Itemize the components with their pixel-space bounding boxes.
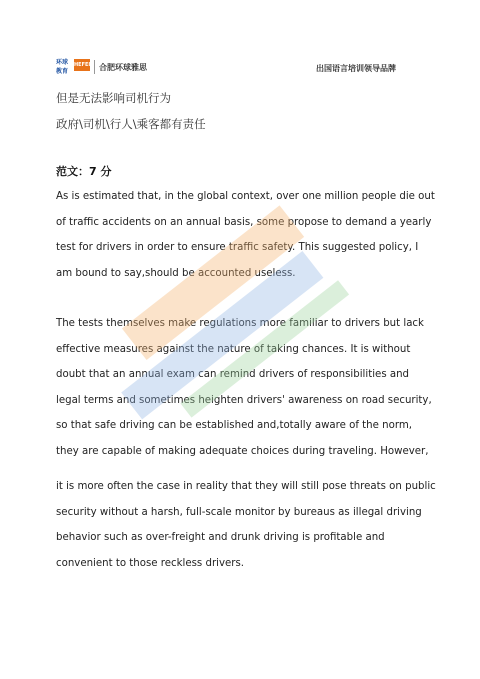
- logo-mark: [56, 58, 90, 76]
- page-header: [56, 58, 436, 78]
- intro-line-1: 但是无法影响司机行为: [56, 91, 171, 105]
- logo-name: 合肥环球雅思: [99, 62, 147, 72]
- section-heading: 范文：7 分: [56, 165, 112, 178]
- logo-divider: [94, 60, 95, 74]
- paragraph-2: The tests themselves make regulations more familiar to drivers but lack effective measures against the nature of taking chances. It is without doubt that an annual exam can remind drivers of responsibilities and legal terms and sometimes heighten drivers' awareness on road security, so that safe driving can be established and,totally aware of the norm, they are capable of making adequate choices during traveling. However,: [56, 318, 432, 457]
- logo: [56, 58, 147, 76]
- paragraph-1: As is estimated that, in the global context, over one million people die out of traffic accidents on an annual basis, some propose to demand a yearly test for drivers in order to ensure traffic safety. This suggested policy, I am bound to say,should be accounted useless.: [56, 191, 435, 279]
- intro-line-2: 政府\司机\行人\乘客都有责任: [56, 117, 206, 131]
- paragraph-3: it is more often the case in reality that they will still pose threats on public security without a harsh, full-scale monitor by bureaus as illegal driving behavior such as over-freight and drunk driving is profitable and convenient to those reckless drivers.: [56, 481, 436, 569]
- logo-badge: HEFEI: [74, 59, 90, 71]
- logo-cn-text: 环球 教育: [56, 59, 69, 75]
- header-slogan: 出国语言培训领导品牌: [316, 64, 396, 73]
